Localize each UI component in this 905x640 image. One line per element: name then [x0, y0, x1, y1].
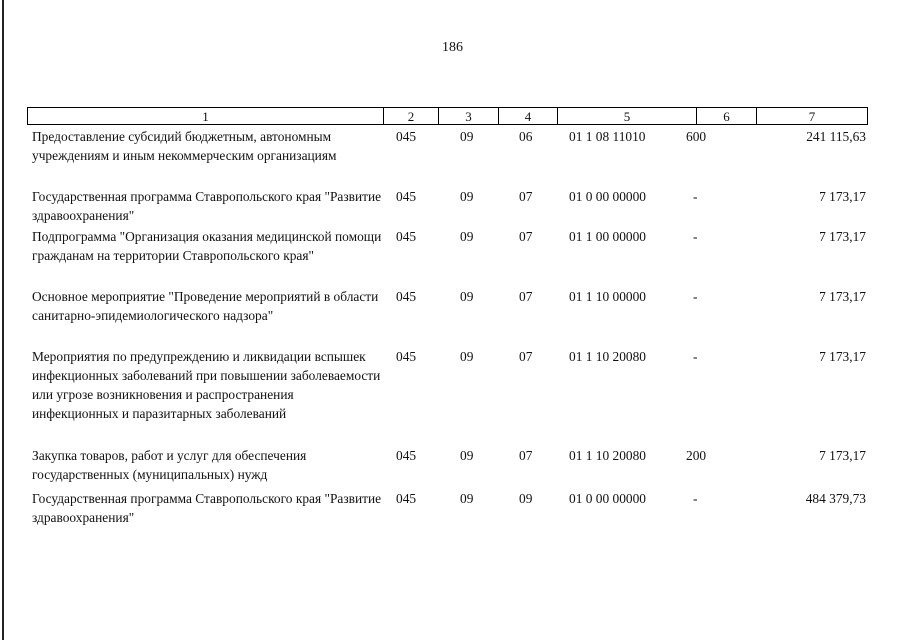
row-col4: 07 [519, 448, 533, 463]
row-col2: 045 [396, 349, 417, 364]
row-col5: 01 1 10 00000 [569, 289, 646, 304]
column-header-3: 3 [438, 108, 498, 124]
page-number: 186 [442, 40, 463, 55]
row-col6: 600 [686, 129, 707, 144]
column-header-4: 4 [498, 108, 557, 124]
row-col3: 09 [460, 289, 474, 304]
row-col5: 01 1 08 11010 [569, 129, 646, 144]
row-amount: 7 173,17 [819, 229, 866, 244]
row-col4: 07 [519, 349, 533, 364]
row-col3: 09 [460, 349, 474, 364]
row-amount: 7 173,17 [819, 448, 866, 463]
row-col2: 045 [396, 129, 417, 144]
row-col4: 06 [519, 129, 533, 144]
column-header-1: 1 [202, 109, 209, 124]
row-col4: 09 [519, 491, 533, 506]
row-col5: 01 1 10 20080 [569, 349, 646, 364]
row-col5: 01 0 00 00000 [569, 491, 646, 506]
page-margin-line [2, 0, 4, 640]
row-name: Государственная программа Ставропольского края "Развитие здравоохранения" [32, 491, 382, 525]
row-col3: 09 [460, 229, 474, 244]
row-col3: 09 [460, 129, 474, 144]
row-col6: - [693, 189, 698, 204]
row-amount: 7 173,17 [819, 349, 866, 364]
row-col4: 07 [519, 229, 533, 244]
column-header-2: 2 [383, 108, 438, 124]
row-col2: 045 [396, 289, 417, 304]
row-col6: - [693, 229, 698, 244]
row-col4: 07 [519, 289, 533, 304]
row-col3: 09 [460, 189, 474, 204]
row-col2: 045 [396, 189, 417, 204]
row-col2: 045 [396, 229, 417, 244]
row-name: Мероприятия по предупреждению и ликвидации вспышек инфекционных заболеваний при повышении заболеваемости или угрозе возникновения и распространения инфекционных и паразитарных заболеваний [32, 349, 381, 421]
row-name: Подпрограмма "Организация оказания медицинской помощи гражданам на территории Ставропольского края" [32, 229, 382, 263]
table-header [27, 107, 868, 125]
row-amount: 7 173,17 [819, 189, 866, 204]
row-amount: 7 173,17 [819, 289, 866, 304]
row-name: Основное мероприятие "Проведение мероприятий в области санитарно-эпидемиологического надзора" [32, 289, 379, 323]
row-col5: 01 0 00 00000 [569, 189, 646, 204]
row-col6: - [693, 289, 698, 304]
row-name: Закупка товаров, работ и услуг для обеспечения государственных (муниципальных) нужд [32, 448, 307, 482]
row-col5: 01 1 10 20080 [569, 448, 646, 463]
row-amount: 484 379,73 [805, 491, 866, 506]
row-col2: 045 [396, 491, 417, 506]
row-col4: 07 [519, 189, 533, 204]
row-name: Государственная программа Ставропольского края "Развитие здравоохранения" [32, 189, 382, 223]
row-col6: 200 [686, 448, 707, 463]
row-name: Предоставление субсидий бюджетным, автономным учреждениям и иным некоммерческим организациям [32, 129, 337, 163]
row-col3: 09 [460, 448, 474, 463]
row-col2: 045 [396, 448, 417, 463]
row-col6: - [693, 491, 698, 506]
row-col6: - [693, 349, 698, 364]
column-header-5: 5 [557, 108, 696, 124]
row-amount: 241 115,63 [806, 129, 866, 144]
row-col5: 01 1 00 00000 [569, 229, 646, 244]
row-col3: 09 [460, 491, 474, 506]
column-header-6: 6 [696, 108, 756, 124]
column-header-7: 7 [756, 108, 867, 124]
